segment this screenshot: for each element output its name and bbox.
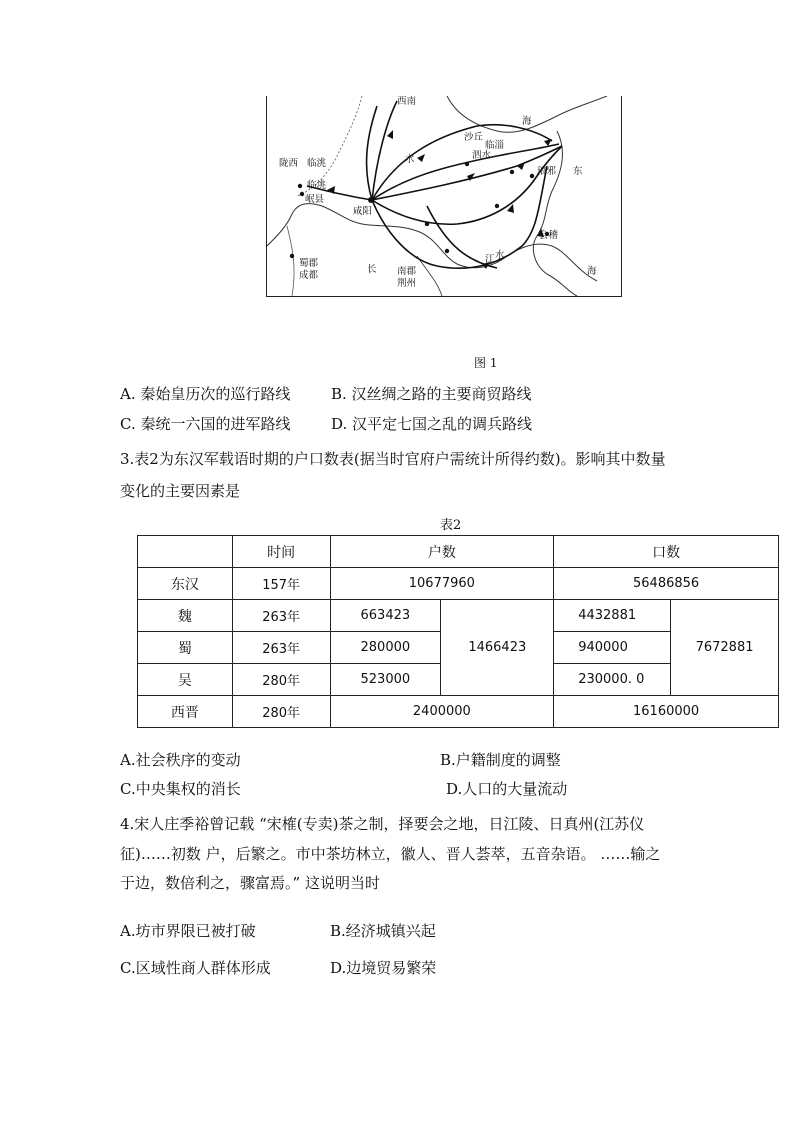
q4-stem-line3: 于边，数倍利之，骤富焉。” 这说明当时 xyxy=(120,874,380,892)
map-label: 会稽 xyxy=(539,230,559,241)
year-cell: 157年 xyxy=(232,568,330,600)
map-label: 泗水 xyxy=(472,150,492,161)
map-label: 临洮 xyxy=(307,158,327,169)
figure-caption: 图 1 xyxy=(474,356,498,370)
q3-option-c: C.中央集权的消长 xyxy=(120,780,241,798)
population-total-cell: 7672881 xyxy=(671,600,779,696)
map-label: 海 xyxy=(587,266,597,277)
table-caption: 表2 xyxy=(440,518,462,533)
households-cell: 280000 xyxy=(330,632,441,664)
population-cell: 56486856 xyxy=(554,568,779,600)
households-cell: 523000 xyxy=(330,664,441,696)
q3-option-d: D.人口的大量流动 xyxy=(446,780,568,798)
map-label: 东 xyxy=(573,166,583,177)
table-row xyxy=(138,600,779,632)
border-line xyxy=(287,226,294,296)
q4-stem-line2: 征)……初数 户，后繁之。市中茶坊林立，徽人、晋人荟萃，五音杂语。 ……输之 xyxy=(120,845,661,863)
dynasty-cell: 东汉 xyxy=(138,568,233,600)
table-row xyxy=(138,568,779,600)
map-label: 岷县 xyxy=(305,194,325,205)
map-label: 西南 xyxy=(397,96,417,107)
dynasty-cell: 吴 xyxy=(138,664,233,696)
q4-option-d: D.边境贸易繁荣 xyxy=(330,959,437,977)
route-map-figure xyxy=(266,96,622,297)
q4-option-c: C.区域性商人群体形成 xyxy=(120,959,271,977)
year-cell: 280年 xyxy=(232,696,330,728)
table-row xyxy=(138,696,779,728)
q4-option-a: A.坊市界限已被打破 xyxy=(120,922,256,940)
households-cell: 2400000 xyxy=(330,696,554,728)
map-label: 荆州 xyxy=(397,278,417,289)
map-label: 南郡 xyxy=(397,266,417,277)
q3-option-a: A.社会秩序的变动 xyxy=(120,751,241,769)
population-cell: 940000 xyxy=(554,632,671,664)
map-label: 琅邪 xyxy=(537,166,557,177)
map-label: 江 xyxy=(485,254,495,265)
map-label: 陇西 xyxy=(279,158,299,169)
households-total-cell: 1466423 xyxy=(441,600,554,696)
table-header-cell: 时间 xyxy=(232,536,330,568)
dynasty-cell: 魏 xyxy=(138,600,233,632)
map-label: 成都 xyxy=(299,270,319,281)
q3-stem-line2: 变化的主要因素是 xyxy=(120,482,241,500)
map-label: 临淄 xyxy=(485,140,505,151)
year-cell: 263年 xyxy=(232,600,330,632)
map-label: 水 xyxy=(405,154,415,165)
map-label: 海 xyxy=(522,116,532,127)
population-table xyxy=(137,535,779,728)
q2-option-c: C. 秦统一六国的进军路线 xyxy=(120,415,291,433)
population-cell: 16160000 xyxy=(554,696,779,728)
map-label: 长 xyxy=(367,264,377,275)
q4-option-b: B.经济城镇兴起 xyxy=(330,922,436,940)
households-cell: 10677960 xyxy=(330,568,554,600)
table-header-cell: 口数 xyxy=(554,536,779,568)
table-header-cell: 户数 xyxy=(330,536,554,568)
year-cell: 280年 xyxy=(232,664,330,696)
table-header-row xyxy=(138,536,779,568)
q3-option-b: B.户籍制度的调整 xyxy=(440,751,561,769)
q2-option-d: D. 汉平定七国之乱的调兵路线 xyxy=(331,415,533,433)
route-map xyxy=(267,96,621,296)
table-header-cell xyxy=(138,536,233,568)
q2-option-a: A. 秦始皇历次的巡行路线 xyxy=(120,385,291,403)
q2-option-b: B. 汉丝绸之路的主要商贸路线 xyxy=(331,385,532,403)
river-line xyxy=(417,256,442,296)
q4-stem-line1: 4.宋人庄季裕曾记载 “宋榷(专卖)茶之制，择要会之地，日江陵、日真州(江苏仪 xyxy=(120,815,645,833)
map-label: 临洮 xyxy=(307,180,327,191)
map-label: 沙丘 xyxy=(464,132,484,143)
year-cell: 263年 xyxy=(232,632,330,664)
population-cell: 4432881 xyxy=(554,600,671,632)
dynasty-cell: 蜀 xyxy=(138,632,233,664)
q3-stem-line1: 3.表2为东汉军载语时期的户口数表(据当时官府户需统计所得约数)。影响其中数量 xyxy=(120,450,666,468)
map-label: 水 xyxy=(495,250,505,261)
map-label: 蜀郡 xyxy=(299,258,319,269)
map-label: 咸阳 xyxy=(353,206,373,217)
households-cell: 663423 xyxy=(330,600,441,632)
population-cell: 230000. 0 xyxy=(554,664,671,696)
dynasty-cell: 西晋 xyxy=(138,696,233,728)
